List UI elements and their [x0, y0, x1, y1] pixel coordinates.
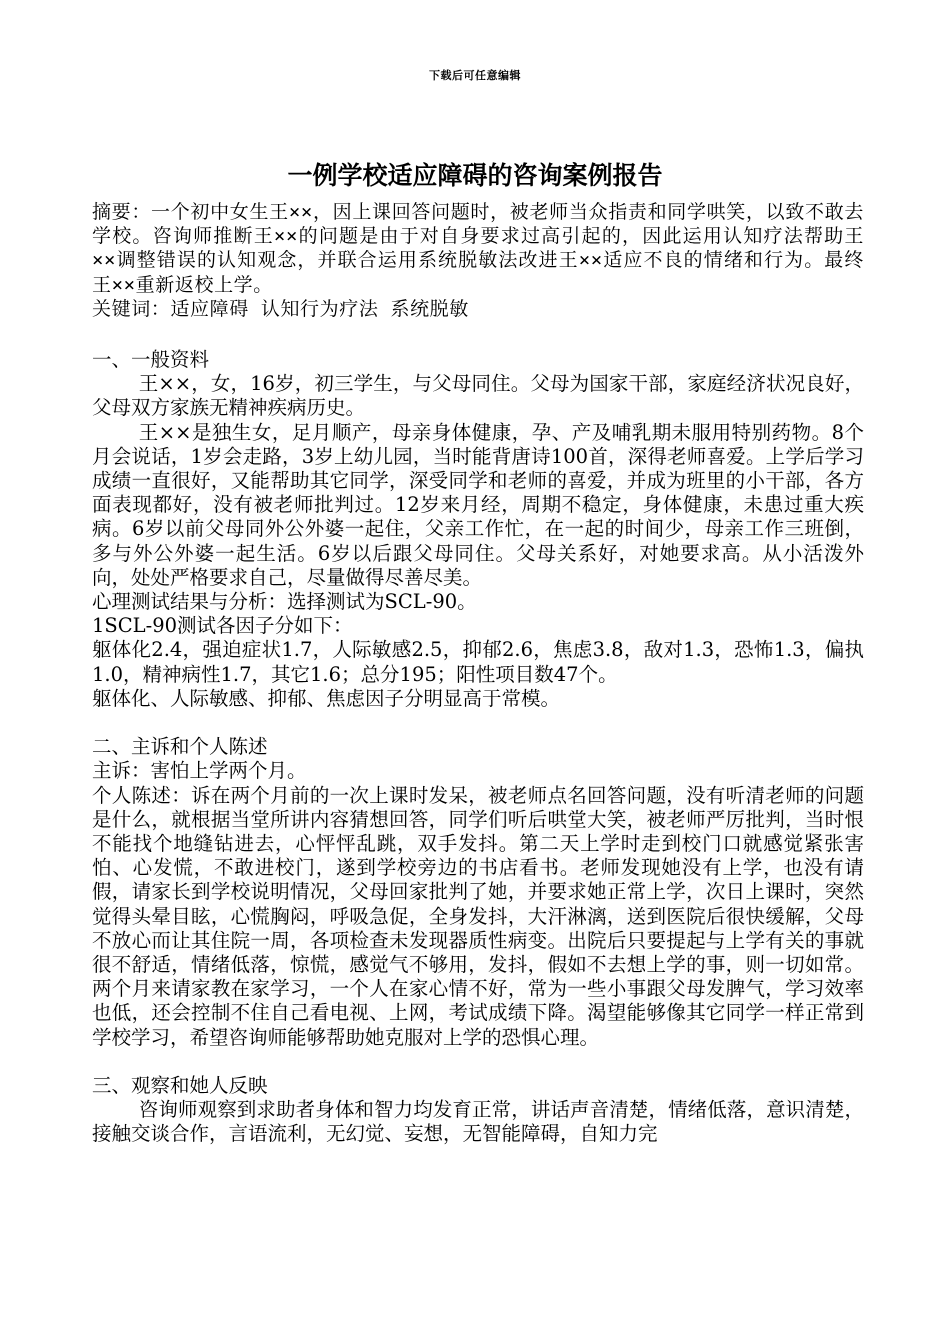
- personal-statement: 个人陈述：诉在两个月前的一次上课时发呆，被老师点名回答问题，没有听清老师的问题是什么，就根据当堂所讲内容猜想回答，同学们听后哄堂大笑，被老师严厉批判，当时恨不能找个地缝钻进去，心怦怦乱跳，双手发抖。第二天上学时走到校门口就感觉紧张害怕、心发慌，不敢进校门，遂到学校旁边的书店看书。老师发现她没有上学，也没有请假，请家长到学校说明情况，父母回家批判了她，并要求她正常上学，次日上课时，突然觉得头晕目眩，心慌胸闷，呼吸急促，全身发抖，大汗淋漓，送到医院后很快缓解，父母不放心而让其住院一周，各项检查未发现器质性病变。出院后只要提起与上学有关的事就很不舒适，情绪低落，惊慌，感觉气不够用，发抖，假如不去想上学的事，则一切如常。两个月来请家教在家学习，一个人在家心情不好，常为一些小事跟父母发脾气，学习效率也低，还会控制不住自己看电视、上网，考试成绩下降。渴望能够像其它同学一样正常到学校学习，希望咨询师能够帮助她克服对上学的恐惧心理。: [92, 783, 864, 1049]
- section-heading: 三、观察和她人反映: [92, 1074, 268, 1098]
- scores-line: 躯体化2.4，强迫症状1.7，人际敏感2.5，抑郁2.6，焦虑3.8，敌对1.3，恐怖1.3，偏执1.0，精神病性1.7，其它1.6；总分195；阳性项目数47个。: [92, 638, 864, 686]
- page-title: 一例学校适应障碍的咨询案例报告: [287, 161, 663, 190]
- test-line: 心理测试结果与分析：选择测试为SCL-90。: [92, 590, 477, 614]
- keywords: 关键词：适应障碍 认知行为疗法 系统脱敏: [92, 297, 469, 320]
- header-note: 下载后可任意编辑: [429, 69, 521, 82]
- paragraph: 王××，女，16岁，初三学生，与父母同住。父母为国家干部，家庭经济状况良好，父母双方家族无精神疾病历史。: [92, 372, 864, 420]
- spacer: [92, 1050, 864, 1074]
- complaint-line: 主诉：害怕上学两个月。: [92, 759, 307, 783]
- abstract-text: 摘要：一个初中女生王××，因上课回答问题时，被老师当众指责和同学哄笑，以致不敢去学校。咨询师推断王××的问题是由于对自身要求过高引起的，因此运用认知疗法帮助王××调整错误的认知观念，并联合运用系统脱敏法改进王××适应不良的情绪和行为。最终王××重新返校上学。: [92, 201, 864, 296]
- paragraph: 王××是独生女，足月顺产，母亲身体健康，孕、产及哺乳期未服用特别药物。8个月会说话，1岁会走路，3岁上幼儿园，当时能背唐诗100首，深得老师喜爱。上学后学习成绩一直很好，又能帮助其它同学，深受同学和老师的喜爱，并成为班里的小干部，各方面表现都好，没有被老师批判过。12岁来月经，周期不稳定，身体健康，未患过重大疾病。6岁以前父母同外公外婆一起住，父亲工作忙，在一起的时间少，母亲工作三班倒，多与外公外婆一起生活。6岁以后跟父母同住。父母关系好，对她要求高。从小活泼外向，处处严格要求自己，尽量做得尽善尽美。: [92, 420, 864, 589]
- section-heading: 二、主诉和个人陈述: [92, 735, 268, 759]
- spacer: [92, 711, 864, 735]
- scl-line: 1SCL-90测试各因子分如下：: [92, 614, 353, 638]
- abstract-block: [92, 200, 864, 321]
- section-general-info: [92, 348, 864, 1147]
- section-heading: 一、一般资料: [92, 348, 210, 371]
- paragraph: 咨询师观察到求助者身体和智力均发育正常，讲话声音清楚，情绪低落，意识清楚，接触交谈合作，言语流利，无幻觉、妄想，无智能障碍，自知力完: [92, 1098, 864, 1146]
- conclusion-line: 躯体化、人际敏感、抑郁、焦虑因子分明显高于常模。: [92, 686, 561, 710]
